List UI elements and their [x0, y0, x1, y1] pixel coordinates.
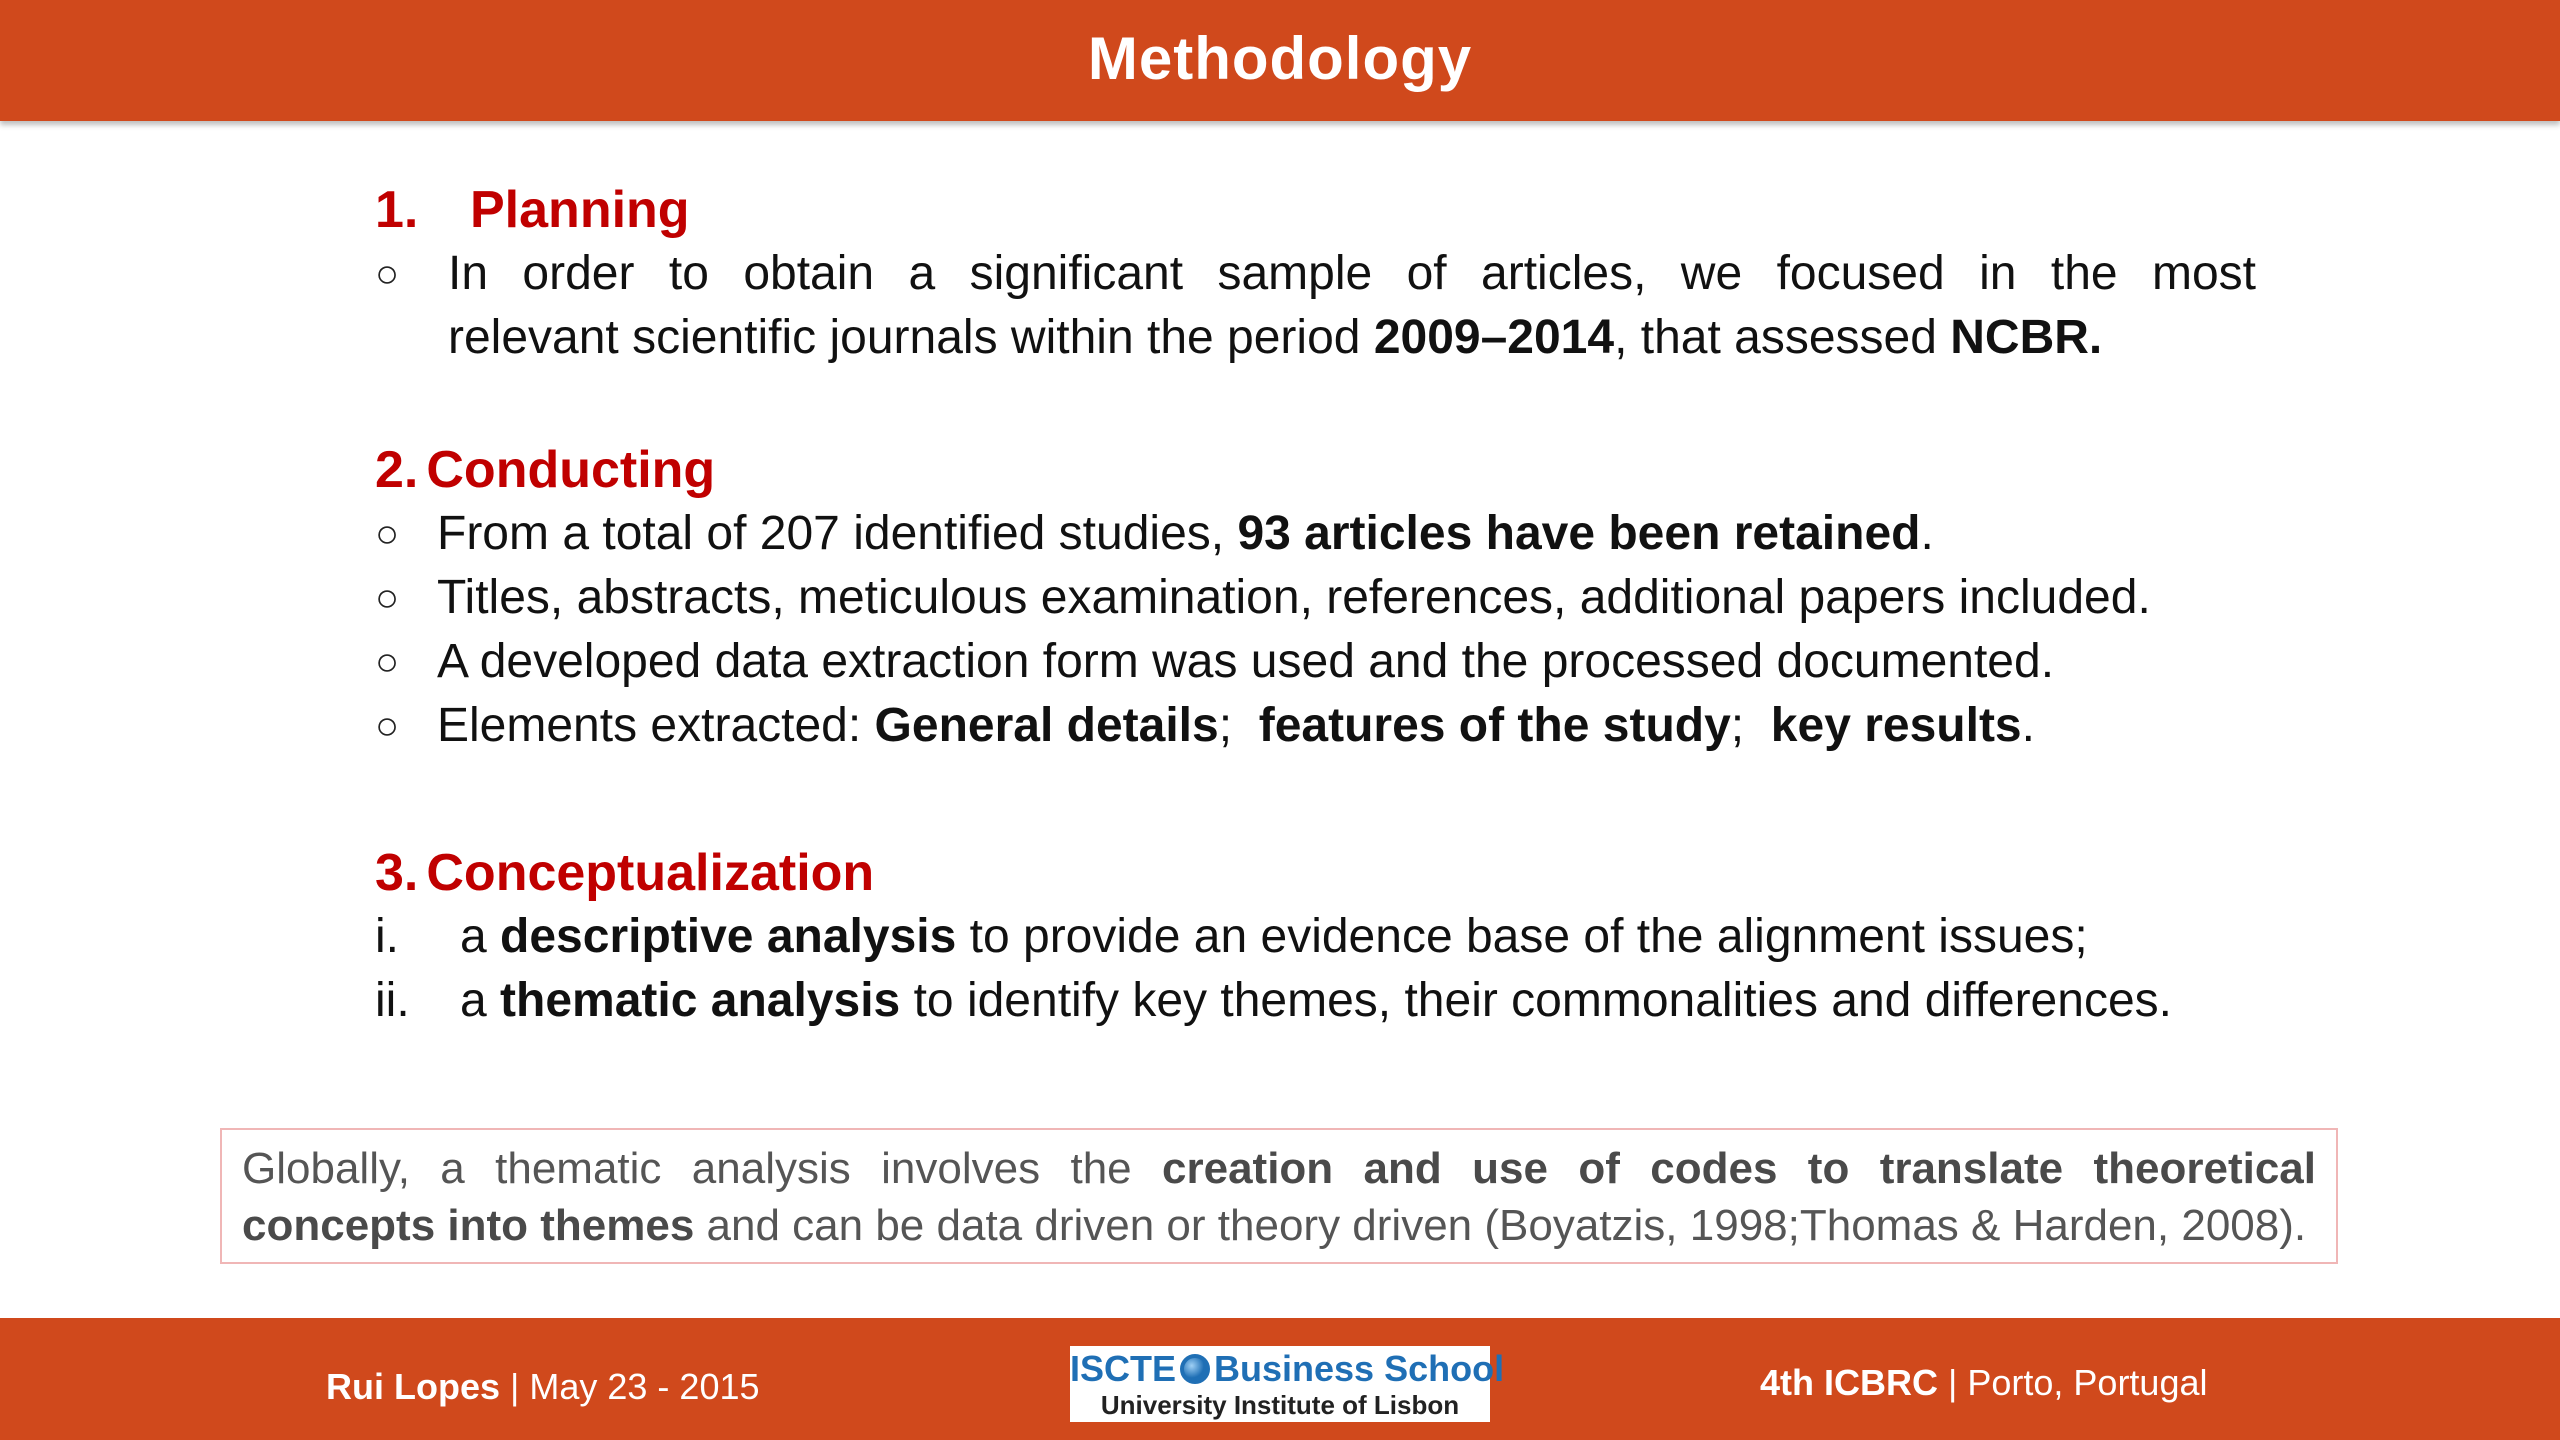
item-text: a [460, 974, 501, 1027]
list-item [375, 694, 2275, 758]
planning-paragraph [448, 242, 2256, 370]
list-item [375, 905, 2275, 969]
list-item [375, 502, 2275, 566]
roman-marker: ii. [375, 974, 410, 1027]
conducting-list [375, 502, 2275, 758]
item-text: From a total of 207 identified studies, [437, 507, 1238, 560]
conceptualization-list [375, 905, 2275, 1033]
item-text: Elements extracted: [437, 699, 875, 752]
item-bold: key results [1770, 699, 2022, 752]
planning-title: Planning [470, 181, 690, 239]
list-item [375, 630, 2275, 694]
bullet-circle-icon: ○ [375, 704, 400, 748]
bullet-circle-icon: ○ [375, 576, 400, 620]
logo-iscte: ISCTE [1070, 1348, 1177, 1389]
note-line-1 [242, 1140, 2316, 1197]
item-bold: General details [874, 699, 1219, 752]
footer-location: Porto, Portugal [1967, 1362, 2208, 1403]
footer-date: May 23 - 2015 [529, 1366, 760, 1407]
footer-separator: | [500, 1366, 530, 1407]
note-line-2-bold: concepts into themes [242, 1201, 695, 1250]
section-planning [375, 178, 2256, 364]
globe-icon [1180, 1354, 1210, 1384]
item-bold: 93 articles have been retained [1237, 507, 1921, 560]
item-bold: features of the study [1258, 699, 1731, 752]
list-item [375, 566, 2275, 630]
conducting-number: 2. [375, 441, 419, 499]
planning-line-2-text: relevant scientific journals within the period [448, 311, 1374, 364]
note-line-1-bold: creation and use of codes to translate theoretical [1162, 1144, 2316, 1193]
logo-title [1070, 1348, 1505, 1390]
planning-heading [375, 178, 2215, 242]
item-text: to provide an evidence base of the alignment issues; [956, 910, 2088, 963]
item-separator: ; [1218, 699, 1259, 752]
slide-title: Methodology [1087, 25, 1473, 92]
note-line-2 [242, 1197, 2316, 1254]
conducting-heading [375, 438, 2215, 502]
conducting-title: Conducting [426, 441, 716, 499]
school-logo [1070, 1346, 1505, 1422]
section-conducting [375, 438, 2215, 752]
note-text [242, 1140, 2316, 1254]
planning-line-2 [448, 306, 2256, 370]
section-conceptualization [375, 841, 2215, 1027]
footer-separator: | [1938, 1362, 1968, 1403]
note-box [220, 1128, 2338, 1264]
item-text: . [1920, 507, 1934, 560]
planning-line-2-mid: , that assessed [1614, 311, 1951, 364]
footer-conference [1760, 1362, 2208, 1404]
bullet-circle-icon: ○ [375, 512, 400, 556]
item-bold: thematic analysis [500, 974, 901, 1027]
bullet-circle-icon: ○ [375, 640, 400, 684]
planning-period: 2009–2014 [1373, 311, 1615, 364]
conceptualization-heading [375, 841, 2215, 905]
item-text: A developed data extraction form was used and the processed documented. [437, 635, 2055, 688]
item-bold: descriptive analysis [500, 910, 957, 963]
list-item [375, 969, 2275, 1033]
logo-subtitle: University Institute of Lisbon [1100, 1390, 1460, 1420]
logo-business-school: Business School [1214, 1348, 1505, 1389]
item-text: Titles, abstracts, meticulous examination, references, additional papers included. [437, 571, 2151, 624]
bullet-circle-icon: ○ [375, 252, 400, 296]
conceptualization-number: 3. [375, 844, 419, 902]
footer-conference-name: 4th ICBRC [1760, 1362, 1938, 1403]
footer-author: Rui Lopes [326, 1366, 501, 1407]
conceptualization-title: Conceptualization [426, 844, 875, 902]
planning-line-1: In order to obtain a significant sample of articles, we focused in the most [448, 247, 2256, 300]
item-text: to identify key themes, their commonalities and differences. [900, 974, 2172, 1027]
item-text: . [2021, 699, 2035, 752]
item-text: a [460, 910, 501, 963]
footer-author-date [326, 1366, 760, 1408]
roman-marker: i. [375, 910, 399, 963]
note-line-1-text: Globally, a thematic analysis involves the [242, 1144, 1163, 1193]
planning-number: 1. [375, 181, 419, 239]
item-separator: ; [1730, 699, 1771, 752]
note-line-2-text: and can be data driven or theory driven (Boyatzis, 1998;Thomas & Harden, 2008). [694, 1201, 2307, 1250]
planning-ncbr: NCBR. [1950, 311, 2103, 364]
